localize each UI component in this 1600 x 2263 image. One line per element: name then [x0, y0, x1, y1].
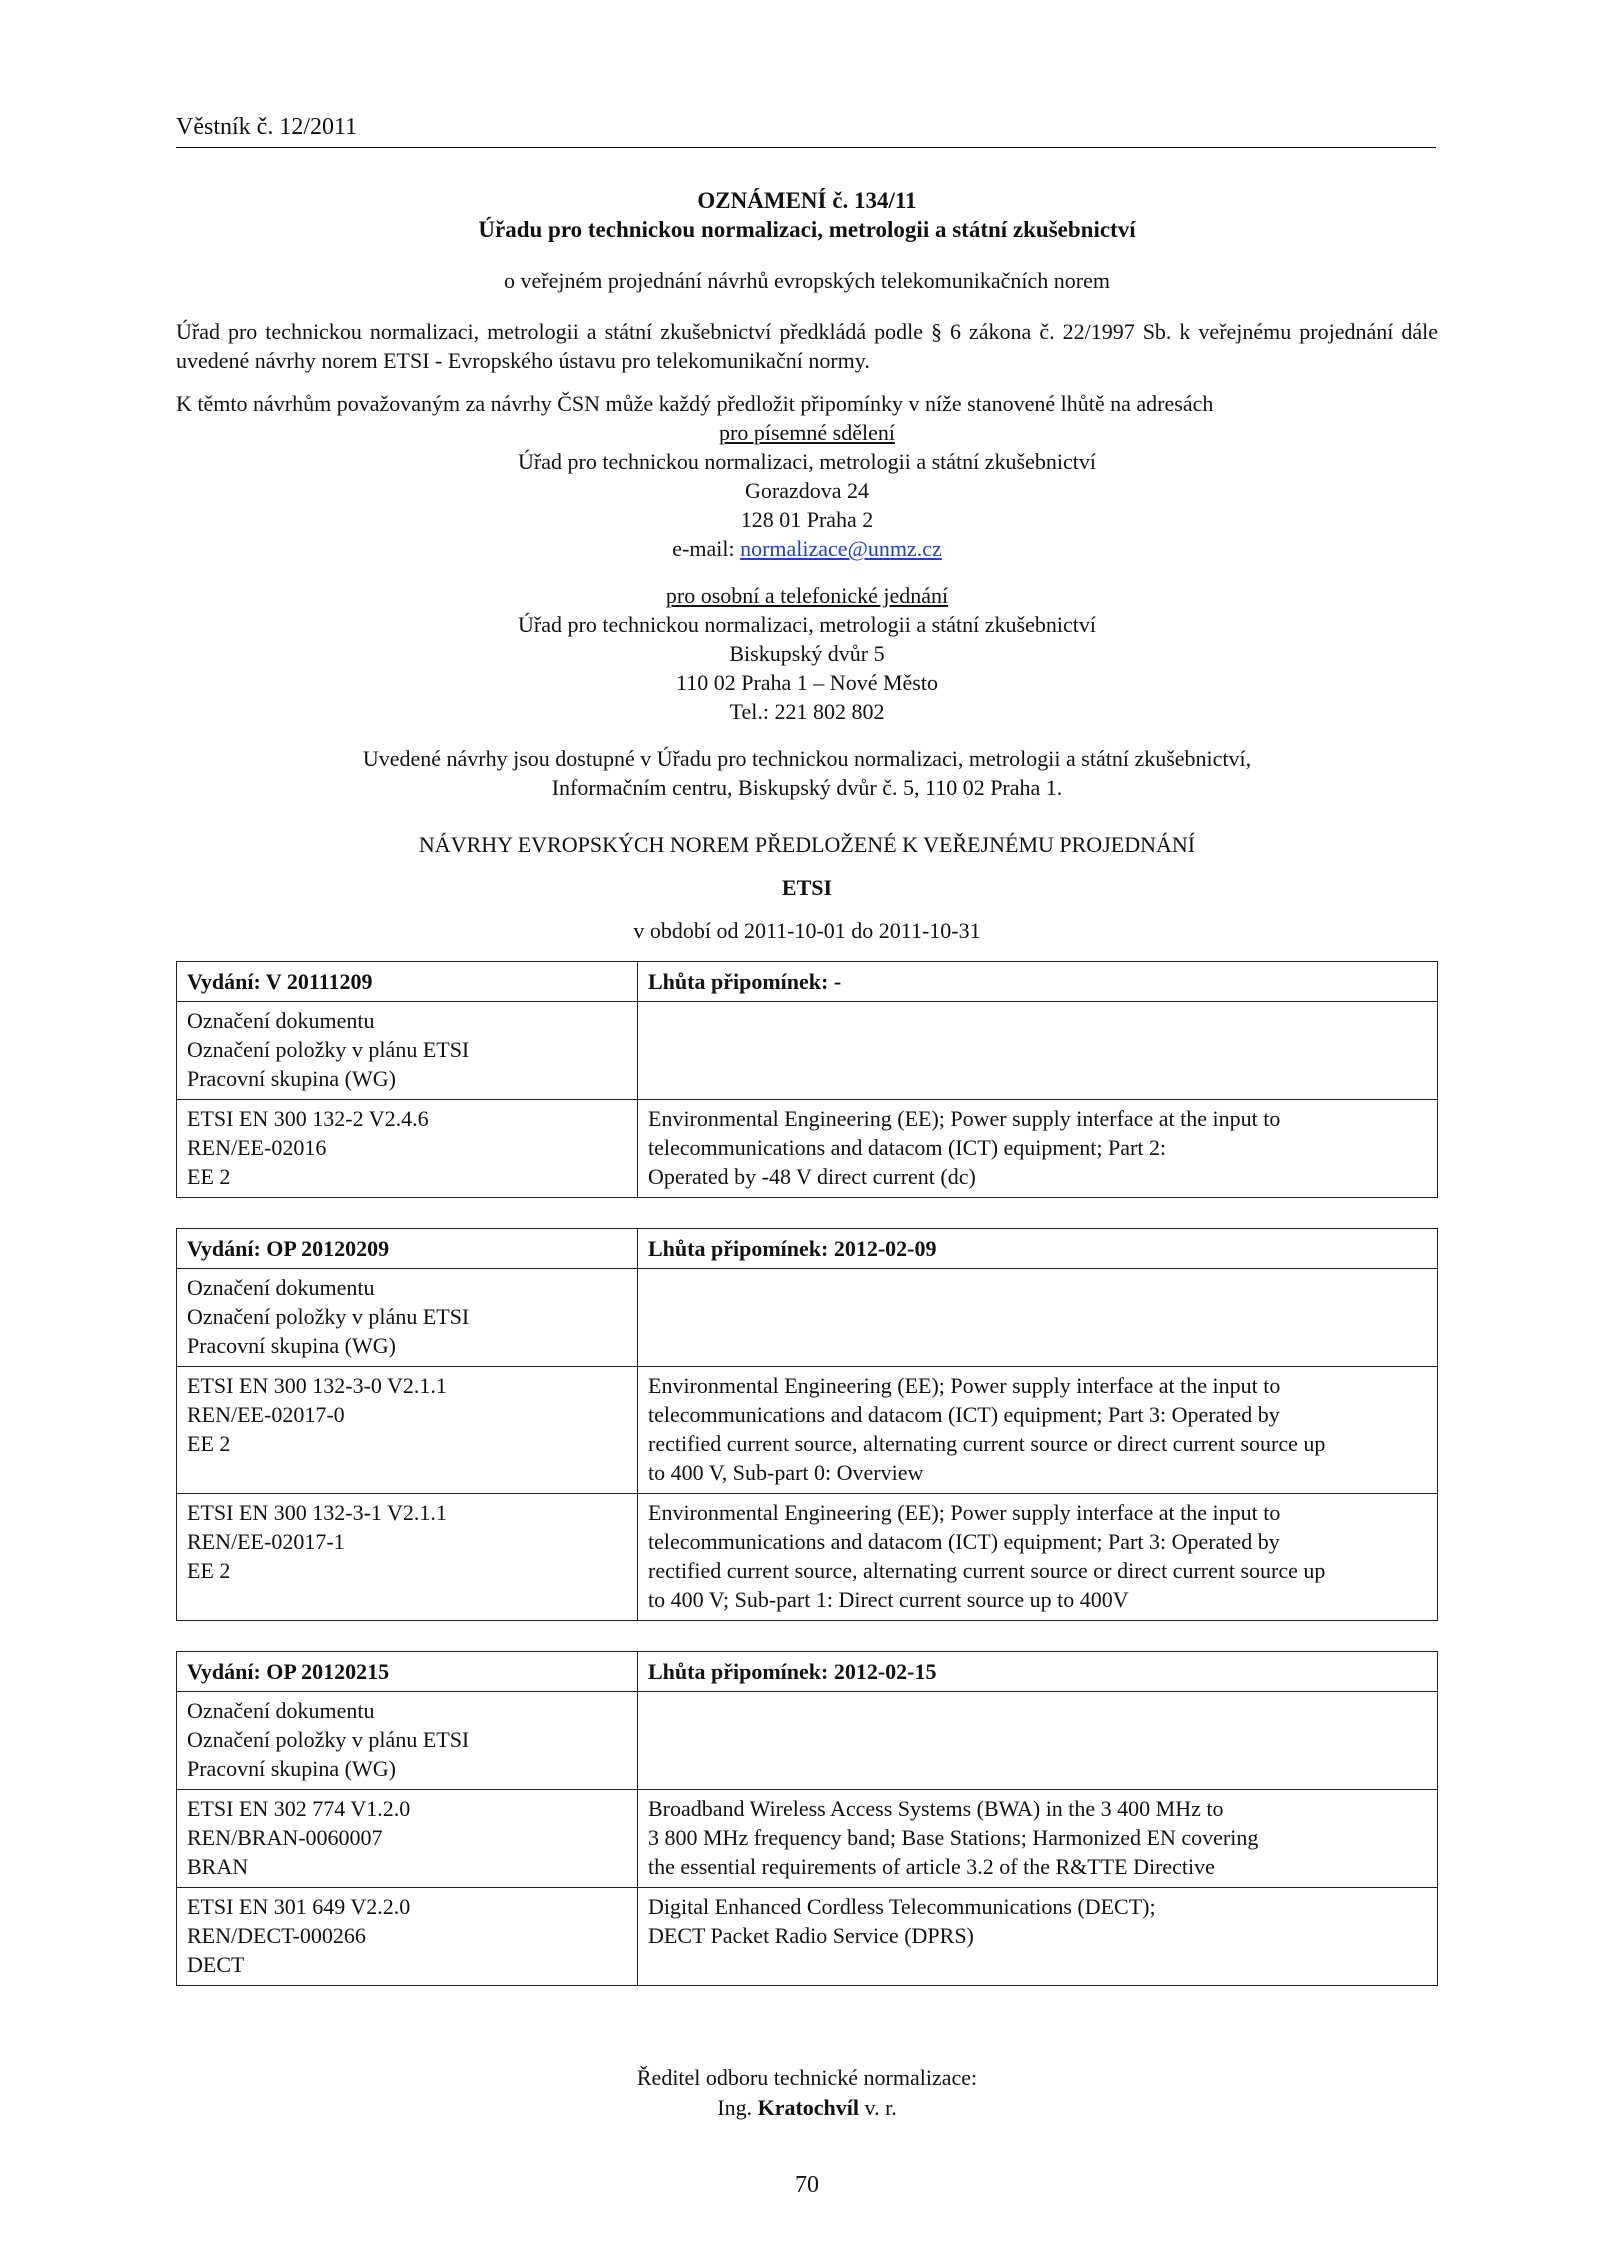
written-contact-heading: pro písemné sdělení: [719, 420, 895, 445]
written-contact-org: Úřad pro technickou normalizaci, metrologii a státní zkušebnictví: [518, 449, 1096, 474]
notice-content: [176, 186, 1438, 1986]
legend-doc-label: Označení dokumentu: [187, 1698, 375, 1723]
availability-line-2: Informačním centru, Biskupský dvůr č. 5, 110 02 Praha 1.: [551, 775, 1063, 800]
written-contact-block: [176, 418, 1438, 563]
written-contact-email-line: [176, 534, 1438, 563]
table-row: [177, 1790, 1438, 1888]
email-label: e-mail:: [672, 536, 741, 561]
legend-doc-label: Označení dokumentu: [187, 1008, 375, 1033]
section-org: ETSI: [781, 875, 833, 900]
description-line: Operated by -48 V direct current (dc): [648, 1164, 976, 1189]
personal-contact-block: [176, 581, 1438, 726]
description-cell: [638, 1100, 1438, 1198]
working-group: BRAN: [187, 1854, 249, 1879]
description-line: rectified current source, alternating current source or direct current source up: [648, 1558, 1326, 1583]
deadline-cell: Lhůta připomínek: 2012-02-15: [638, 1652, 1438, 1692]
description-line: to 400 V, Sub-part 0: Overview: [648, 1460, 924, 1485]
description-line: DECT Packet Radio Service (DPRS): [648, 1923, 974, 1948]
legend-plan-label: Označení položky v plánu ETSI: [187, 1304, 470, 1329]
issue-cell: Vydání: OP 20120215: [177, 1652, 638, 1692]
doc-cell: [177, 1100, 638, 1198]
signature-role: Ředitel odboru technické normalizace:: [636, 2065, 978, 2090]
legend-row: [177, 1269, 1438, 1367]
description-line: Environmental Engineering (EE); Power supply interface at the input to: [648, 1500, 1281, 1525]
legend-wg-label: Pracovní skupina (WG): [187, 1333, 396, 1358]
plan-item: REN/DECT-000266: [187, 1923, 366, 1948]
description-line: Environmental Engineering (EE); Power supply interface at the input to: [648, 1373, 1281, 1398]
plan-item: REN/EE-02017-0: [187, 1402, 345, 1427]
running-header: Věstník č. 12/2011: [176, 114, 1436, 148]
description-line: Broadband Wireless Access Systems (BWA) in the 3 400 MHz to: [648, 1796, 1224, 1821]
description-line: Digital Enhanced Cordless Telecommunications (DECT);: [648, 1894, 1156, 1919]
issue-cell: Vydání: V 20111209: [177, 962, 638, 1002]
doc-cell: [177, 1790, 638, 1888]
issue-table: [176, 1651, 1438, 1986]
working-group: EE 2: [187, 1164, 231, 1189]
deadline-cell: Lhůta připomínek: -: [638, 962, 1438, 1002]
availability-line-1: Uvedené návrhy jsou dostupné v Úřadu pro technickou normalizaci, metrologii a státní zkušebnictví,: [362, 746, 1252, 771]
personal-contact-phone: Tel.: 221 802 802: [729, 699, 885, 724]
table-row: [177, 1100, 1438, 1198]
legend-plan-label: Označení položky v plánu ETSI: [187, 1037, 470, 1062]
legend-row: [177, 1692, 1438, 1790]
plan-item: REN/EE-02017-1: [187, 1529, 345, 1554]
table-row: [177, 1888, 1438, 1986]
legend-cell: [177, 1269, 638, 1367]
description-cell: [638, 1367, 1438, 1494]
plan-item: REN/EE-02016: [187, 1135, 327, 1160]
legend-cell: [177, 1692, 638, 1790]
legend-doc-label: Označení dokumentu: [187, 1275, 375, 1300]
description-line: rectified current source, alternating current source or direct current source up: [648, 1431, 1326, 1456]
signature-name-line: [176, 2093, 1438, 2123]
issue-cell: Vydání: OP 20120209: [177, 1229, 638, 1269]
personal-contact-org: Úřad pro technickou normalizaci, metrologii a státní zkušebnictví: [518, 612, 1096, 637]
table-header-row: [177, 1229, 1438, 1269]
issue-table: [176, 1228, 1438, 1621]
signature-name: Kratochvíl: [757, 2095, 860, 2120]
written-contact-city: 128 01 Praha 2: [740, 507, 874, 532]
section-heading: NÁVRHY EVROPSKÝCH NOREM PŘEDLOŽENÉ K VEŘEJNÉMU PROJEDNÁNÍ: [418, 832, 1196, 857]
notice-issuer: Úřadu pro technickou normalizaci, metrologii a státní zkušebnictví: [478, 217, 1136, 242]
description-cell: [638, 1888, 1438, 1986]
section-period: v období od 2011-10-01 do 2011-10-31: [633, 918, 981, 943]
description-line: telecommunications and datacom (ICT) equipment; Part 3: Operated by: [648, 1402, 1280, 1427]
legend-empty-cell: [638, 1269, 1438, 1367]
doc-number: ETSI EN 302 774 V1.2.0: [187, 1796, 411, 1821]
description-line: telecommunications and datacom (ICT) equipment; Part 2:: [648, 1135, 1167, 1160]
doc-cell: [177, 1494, 638, 1621]
legend-row: [177, 1002, 1438, 1100]
notice-title: OZNÁMENÍ č. 134/11: [697, 188, 917, 213]
description-line: the essential requirements of article 3.2 of the R&TTE Directive: [648, 1854, 1215, 1879]
working-group: EE 2: [187, 1431, 231, 1456]
description-cell: [638, 1494, 1438, 1621]
table-header-row: [177, 1652, 1438, 1692]
email-link[interactable]: normalizace@unmz.cz: [740, 536, 942, 561]
legend-plan-label: Označení položky v plánu ETSI: [187, 1727, 470, 1752]
signature-block: [176, 2063, 1438, 2123]
page-number: 70: [795, 2172, 819, 2198]
working-group: DECT: [187, 1952, 245, 1977]
comments-lead: K těmto návrhům považovaným za návrhy ČSN může každý předložit připomínky v níže stanovené lhůtě na adresách: [176, 391, 1214, 416]
legend-wg-label: Pracovní skupina (WG): [187, 1756, 396, 1781]
written-contact-street: Gorazdova 24: [744, 478, 869, 503]
description-line: 3 800 MHz frequency band; Base Stations; Harmonized EN covering: [648, 1825, 1259, 1850]
doc-number: ETSI EN 300 132-3-0 V2.1.1: [187, 1373, 447, 1398]
doc-number: ETSI EN 300 132-3-1 V2.1.1: [187, 1500, 447, 1525]
personal-contact-city: 110 02 Praha 1 – Nové Město: [676, 670, 938, 695]
doc-cell: [177, 1888, 638, 1986]
signature-prefix: Ing.: [717, 2095, 758, 2120]
doc-cell: [177, 1367, 638, 1494]
legend-empty-cell: [638, 1692, 1438, 1790]
doc-number: ETSI EN 300 132-2 V2.4.6: [187, 1106, 429, 1131]
availability-block: [176, 744, 1438, 802]
legend-cell: [177, 1002, 638, 1100]
description-line: to 400 V; Sub-part 1: Direct current source up to 400V: [648, 1587, 1129, 1612]
description-cell: [638, 1790, 1438, 1888]
plan-item: REN/BRAN-0060007: [187, 1825, 383, 1850]
signature-suffix: v. r.: [859, 2095, 897, 2120]
working-group: EE 2: [187, 1558, 231, 1583]
table-header-row: [177, 962, 1438, 1002]
doc-number: ETSI EN 301 649 V2.2.0: [187, 1894, 411, 1919]
legend-empty-cell: [638, 1002, 1438, 1100]
deadline-cell: Lhůta připomínek: 2012-02-09: [638, 1229, 1438, 1269]
table-row: [177, 1494, 1438, 1621]
notice-subtitle: o veřejném projednání návrhů evropských telekomunikačních norem: [503, 268, 1111, 293]
table-row: [177, 1367, 1438, 1494]
notice-intro: Úřad pro technickou normalizaci, metrologii a státní zkušebnictví předkládá podle § 6 zákona č. 22/1997 Sb. k veřejnému projednání dále uvedené návrhy norem ETSI - Evropského ústavu pro telekomunikační normy.: [176, 319, 1438, 373]
personal-contact-street: Biskupský dvůr 5: [729, 641, 885, 666]
description-line: Environmental Engineering (EE); Power supply interface at the input to: [648, 1106, 1281, 1131]
personal-contact-heading: pro osobní a telefonické jednání: [665, 583, 949, 608]
legend-wg-label: Pracovní skupina (WG): [187, 1066, 396, 1091]
issue-table: [176, 961, 1438, 1198]
description-line: telecommunications and datacom (ICT) equipment; Part 3: Operated by: [648, 1529, 1280, 1554]
